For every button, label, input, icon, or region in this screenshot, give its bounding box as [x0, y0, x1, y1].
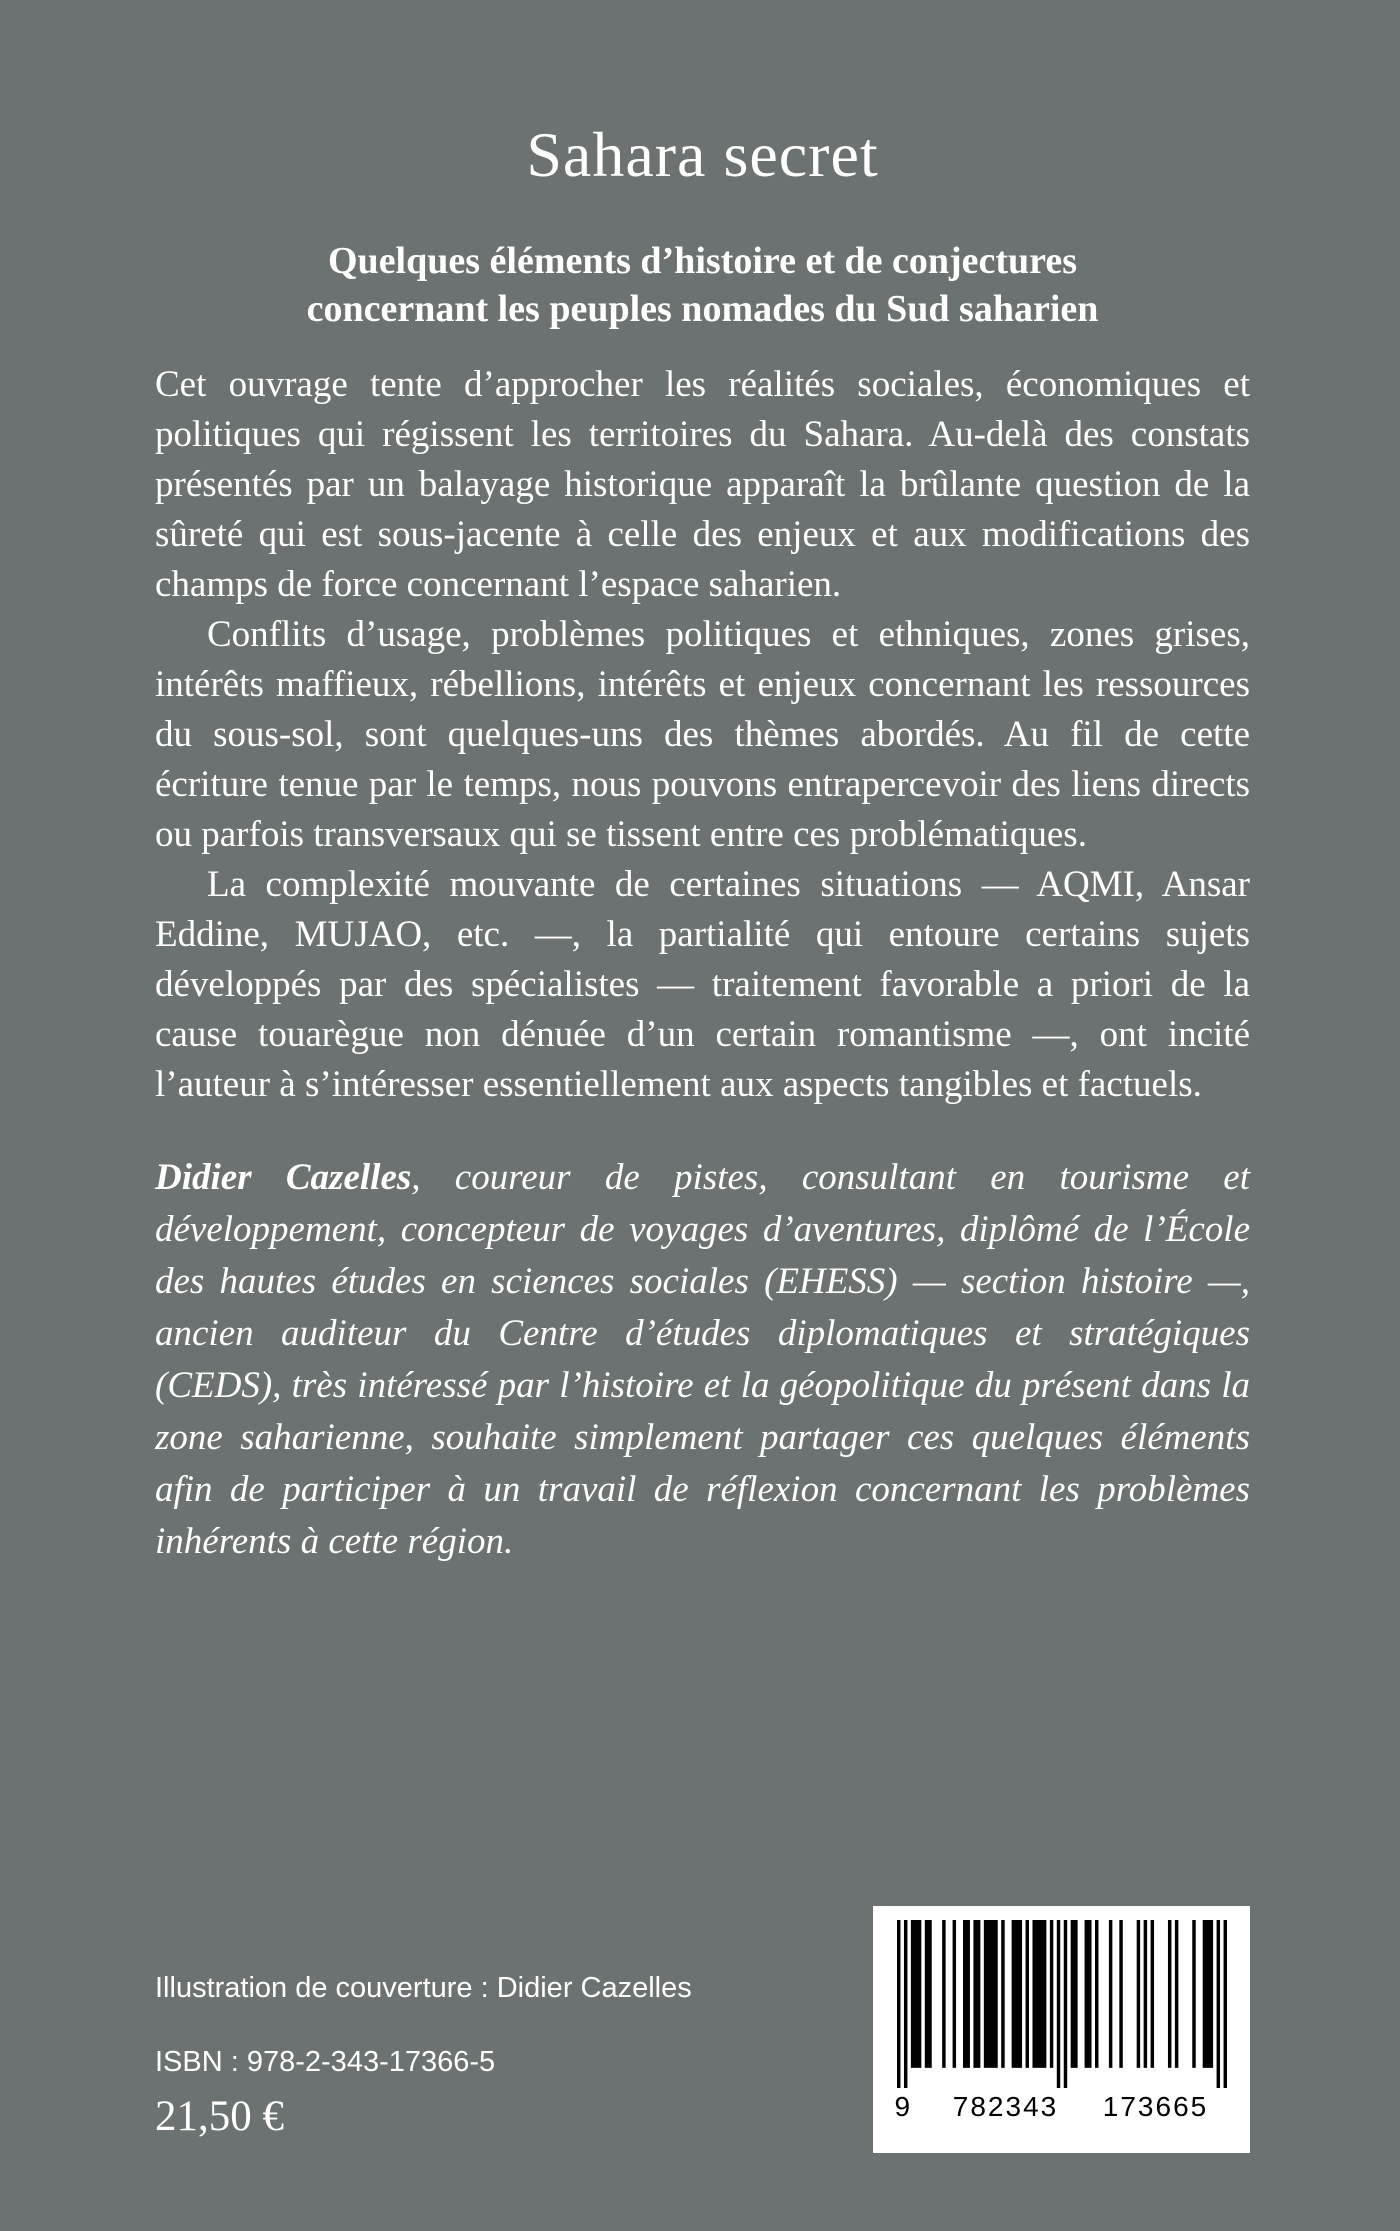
barcode-group-right: 173665 — [1102, 2091, 1209, 2122]
subtitle-line-2: concernant les peuples nomades du Sud saharien — [306, 287, 1099, 330]
barcode-digit-system: 9 — [894, 2091, 911, 2122]
author-bio — [155, 1152, 1250, 1568]
book-title: Sahara secret — [526, 119, 879, 190]
barcode — [873, 1906, 1250, 2153]
illustration-credit: Illustration de couverture : Didier Cazelles — [155, 1972, 692, 2004]
barcode-image — [897, 1920, 1227, 2088]
barcode-number — [893, 2092, 1231, 2122]
author-bio-text: , coureur de pistes, consultant en tourisme et développement, concepteur de voyages d’aventures, diplômé de l’École des hautes études en sciences sociales (EHESS) — section histoire —, ancien auditeur du Centre d’études diplomatiques et stratégiques (CEDS), très intéressé par l’histoire et la géopolitique du présent dans la zone saharienne, souhaite simplement partager ces quelques éléments afin de participer à un travail de réflexion concernant les problèmes inhérents à cette région. — [155, 1156, 1250, 1562]
description-paragraph-1: Cet ouvrage tente d’approcher les réalités sociales, économiques et politiques qui régissent les territoires du Sahara. Au-delà des constats présentés par un balayage historique apparaît la brûlante question de la sûreté qui est sous-jacente à celle des enjeux et aux modifications des champs de force concernant l’espace saharien. — [155, 363, 1250, 605]
subtitle-line-1: Quelques éléments d’histoire et de conjectures — [328, 240, 1077, 282]
price: 21,50 € — [155, 2093, 284, 2140]
description-paragraph-3: La complexité mouvante de certaines situations — AQMI, Ansar Eddine, MUJAO, etc. —, la partialité qui entoure certains sujets développés par des spécialistes — traitement favorable a priori de la cause touarègue non dénuée d’un certain romantisme —, ont incité l’auteur à s’intéresser essentiellement aux aspects tangibles et factuels. — [155, 863, 1250, 1105]
description — [155, 360, 1250, 1110]
author-name: Didier Cazelles — [155, 1156, 412, 1198]
description-paragraph-2: Conflits d’usage, problèmes politiques et ethniques, zones grises, intérêts maffieux, rébellions, intérêts et enjeux concernant les ressources du sous-sol, sont quelques-uns des thèmes abordés. Au fil de cette écriture tenue par le temps, nous pouvons entrapercevoir des liens directs ou parfois transversaux qui se tissent entre ces problématiques. — [155, 613, 1250, 855]
book-subtitle — [155, 238, 1250, 334]
isbn: ISBN : 978-2-343-17366-5 — [155, 2046, 496, 2078]
barcode-group-left: 782343 — [952, 2091, 1059, 2122]
